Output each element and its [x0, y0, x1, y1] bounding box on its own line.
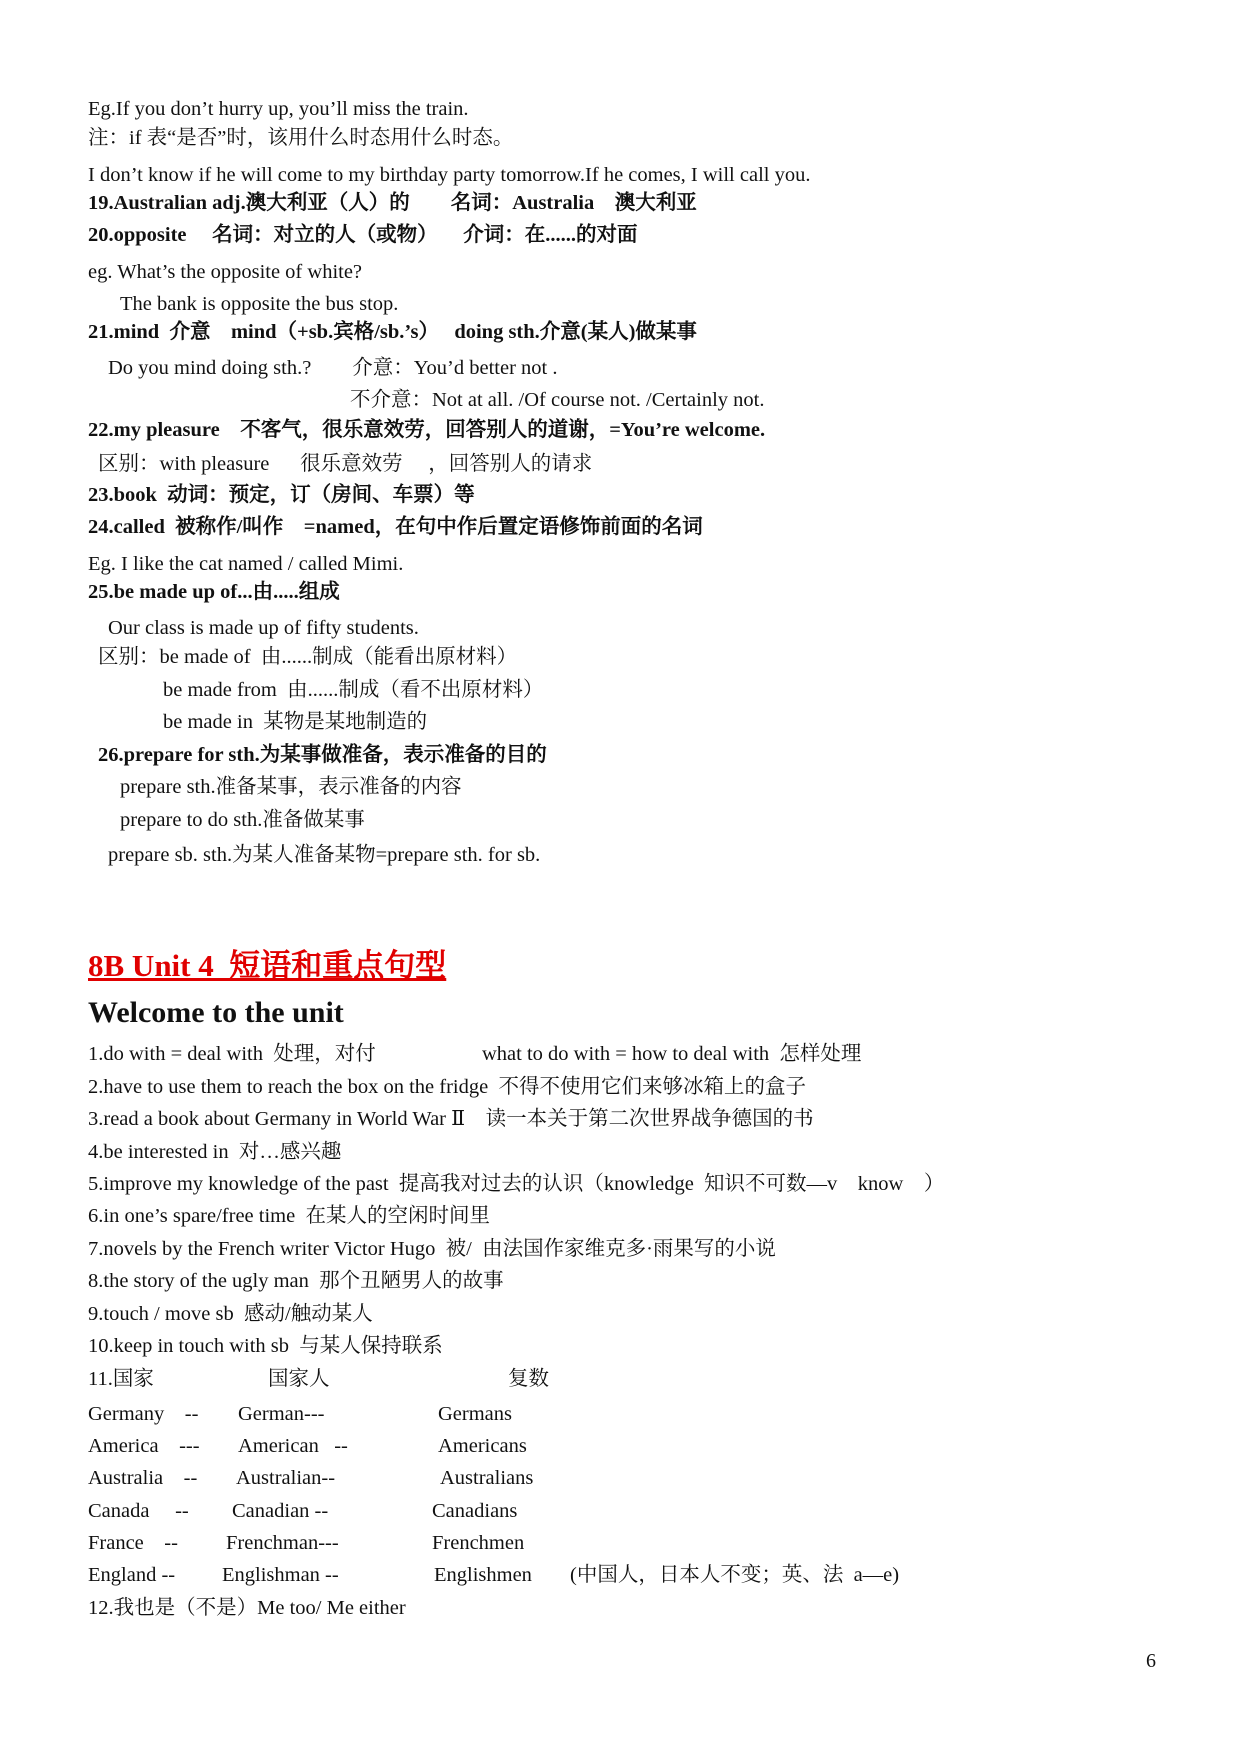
phrase-item: 4.be interested in 对…感兴趣: [88, 1141, 342, 1163]
example-line: prepare sb. sth.为某人准备某物=prepare sth. for sb.: [108, 844, 541, 866]
table-cell: Australians: [440, 1467, 534, 1489]
table-cell: Englishman --: [222, 1564, 339, 1586]
section-subtitle: Welcome to the unit: [88, 996, 344, 1029]
phrase-item: 7.novels by the French writer Victor Hugo 被/ 由法国作家维克多·雨果写的小说: [88, 1238, 776, 1260]
entry-heading: 20.opposite 名词：对立的人（或物） 介词：在......的对面: [88, 224, 638, 246]
example-line: prepare sth.准备某事，表示准备的内容: [120, 776, 462, 798]
table-cell: Germans: [438, 1403, 513, 1425]
table-cell: Englishmen: [434, 1564, 532, 1586]
table-cell: Canada --: [88, 1500, 189, 1522]
example-line: eg. What’s the opposite of white?: [88, 261, 363, 283]
table-header: 复数: [508, 1368, 549, 1390]
note-line: 注：if 表“是否”时，该用什么时态用什么时态。: [88, 127, 514, 149]
entry-heading: 22.my pleasure 不客气，很乐意效劳，回答别人的道谢，=You’re welcome.: [88, 419, 766, 441]
section-title: 8B Unit 4 短语和重点句型: [88, 948, 447, 983]
entry-heading: 25.be made up of...由.....组成: [88, 581, 340, 603]
table-cell: France --: [88, 1532, 178, 1554]
example-line: The bank is opposite the bus stop.: [120, 293, 399, 315]
table-cell: Canadian --: [232, 1500, 329, 1522]
example-line: Eg. I like the cat named / called Mimi.: [88, 553, 404, 575]
phrase-item: 12.我也是（不是）Me too/ Me either: [88, 1597, 406, 1619]
example-line: prepare to do sth.准备做某事: [120, 809, 365, 831]
entry-heading: 24.called 被称作/叫作 =named，在句中作后置定语修饰前面的名词: [88, 516, 703, 538]
note-line: be made from 由......制成（看不出原材料）: [163, 679, 544, 701]
example-line: Our class is made up of fifty students.: [108, 617, 419, 639]
note-line: 区别：with pleasure 很乐意效劳 ，回答别人的请求: [98, 453, 593, 475]
note-line: 区别：be made of 由......制成（能看出原材料）: [98, 646, 518, 668]
table-cell: Canadians: [432, 1500, 518, 1522]
example-line: 不介意：Not at all. /Of course not. /Certainly not.: [350, 389, 765, 411]
table-cell: Americans: [438, 1435, 527, 1457]
note-line: be made in 某物是某地制造的: [163, 711, 428, 733]
example-line: Eg.If you don’t hurry up, you’ll miss the train.: [88, 98, 469, 120]
phrase-item: 2.have to use them to reach the box on the fridge 不得不使用它们来够冰箱上的盒子: [88, 1076, 806, 1098]
phrase-item: 3.read a book about Germany in World War Ⅱ 读一本关于第二次世界战争德国的书: [88, 1108, 814, 1130]
entry-heading: 23.book 动词：预定，订（房间、车票）等: [88, 484, 475, 506]
example-line: I don’t know if he will come to my birthday party tomorrow.If he comes, I will call you.: [88, 164, 811, 186]
phrase-item: what to do with = how to deal with 怎样处理: [482, 1043, 862, 1065]
table-note: (中国人，日本人不变；英、法 a—e): [570, 1564, 900, 1586]
phrase-item: 6.in one’s spare/free time 在某人的空闲时间里: [88, 1205, 490, 1227]
phrase-item: 8.the story of the ugly man 那个丑陋男人的故事: [88, 1270, 504, 1292]
table-cell: German---: [238, 1403, 325, 1425]
example-line: Do you mind doing sth.? 介意：You’d better not .: [108, 357, 558, 379]
entry-heading: 19.Australian adj.澳大利亚（人）的 名词：Australia 澳大利亚: [88, 192, 697, 214]
phrase-item: 1.do with = deal with 处理，对付: [88, 1043, 376, 1065]
table-header: 国家人: [268, 1368, 330, 1390]
table-cell: England --: [88, 1564, 176, 1586]
table-cell: Frenchmen: [432, 1532, 525, 1554]
phrase-item: 5.improve my knowledge of the past 提高我对过去的认识（knowledge 知识不可数—v know ）: [88, 1173, 945, 1195]
table-cell: Frenchman---: [226, 1532, 339, 1554]
entry-heading: 26.prepare for sth.为某事做准备，表示准备的目的: [98, 744, 547, 766]
table-header: 11.国家: [88, 1368, 154, 1390]
entry-heading: 21.mind 介意 mind（+sb.宾格/sb.’s） doing sth.介意(某人)做某事: [88, 321, 697, 343]
table-cell: Australian--: [236, 1467, 336, 1489]
table-cell: America ---: [88, 1435, 200, 1457]
table-cell: Australia --: [88, 1467, 198, 1489]
table-cell: American --: [238, 1435, 348, 1457]
phrase-item: 9.touch / move sb 感动/触动某人: [88, 1303, 373, 1325]
phrase-item: 10.keep in touch with sb 与某人保持联系: [88, 1335, 443, 1357]
page-number: 6: [1146, 1650, 1156, 1672]
table-cell: Germany --: [88, 1403, 199, 1425]
